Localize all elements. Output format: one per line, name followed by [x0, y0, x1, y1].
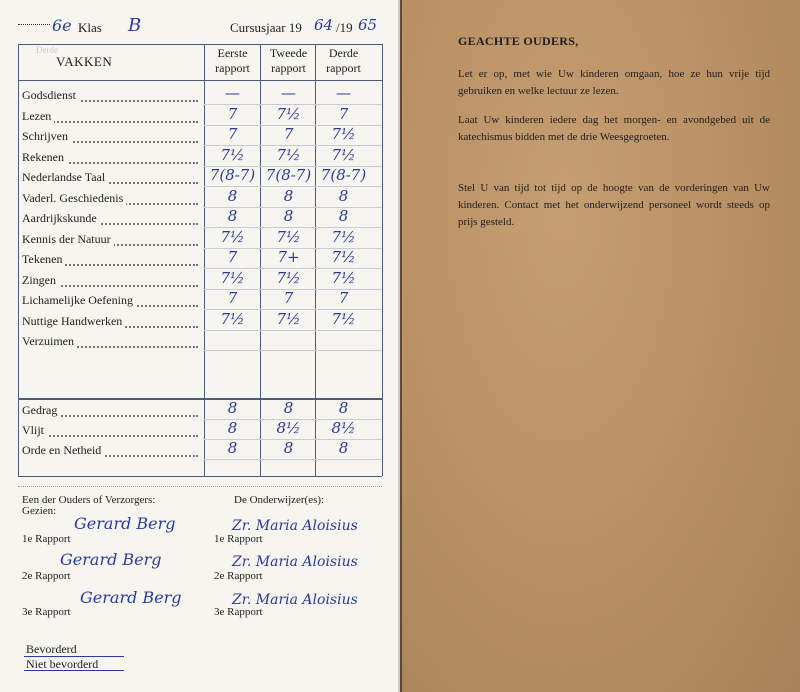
- conduct-name: Gedrag: [22, 403, 60, 418]
- conduct-grade-rapport-3: 8½: [331, 419, 356, 437]
- class-number: 6e: [52, 16, 72, 35]
- notice-title: GEACHTE OUDERS,: [458, 34, 579, 48]
- rapport-2-parent-label: 2e Rapport: [22, 570, 71, 582]
- niet-bevorderd-underline: [24, 670, 124, 671]
- subject-grade-rapport-2: 7(8-7): [265, 166, 312, 184]
- notice-paragraph-1: Let er op, met wie Uw kinderen omgaan, hoe ze hun vrije tijd gebruiken en welke lectuur ze lezen.: [458, 68, 770, 97]
- faint-bleed-text: Derde: [36, 45, 58, 55]
- conduct-grade-rapport-1: 8: [227, 399, 238, 417]
- subject-row-line: [204, 350, 382, 351]
- subject-grade-rapport-3: 7½: [331, 268, 356, 287]
- subject-grade-rapport-1: 7½: [220, 309, 245, 328]
- subject-grade-rapport-3: 7½: [331, 309, 356, 328]
- table-right-border: [382, 44, 383, 476]
- subject-name: Tekenen: [22, 252, 65, 267]
- subject-grade-rapport-3: 7½: [331, 248, 356, 266]
- klas-label: Klas: [78, 20, 102, 35]
- subject-grade-rapport-2: —: [281, 84, 296, 102]
- subject-grade-rapport-2: 7½: [276, 309, 301, 328]
- subject-grade-rapport-1: 8: [227, 186, 238, 205]
- subject-name: Schrijven: [22, 129, 71, 144]
- subject-grade-rapport-3: 8: [338, 207, 349, 225]
- subject-grade-rapport-3: 7½: [331, 227, 356, 246]
- table-header-border: [18, 80, 382, 81]
- parents-notice-page: [402, 0, 800, 692]
- col-tweede-rapport: Tweede rapport: [269, 46, 308, 75]
- conduct-grade-rapport-1: 8: [227, 439, 238, 457]
- year-end: 65: [358, 16, 378, 34]
- rapport-2-teacher-label: 2e Rapport: [214, 570, 263, 582]
- subject-name: Nuttige Handwerken: [22, 314, 125, 329]
- subject-row-line: [204, 330, 382, 331]
- subject-name: Vaderl. Geschiedenis: [22, 191, 126, 206]
- conduct-grade-rapport-2: 8½: [276, 419, 301, 437]
- rapport-1-teacher-label: 1e Rapport: [214, 533, 263, 545]
- notice-paragraph-2: Laat Uw kinderen iedere dag het morgen- en avondgebed uit de katechismus bidden met de drie Weesgegroeten.: [458, 114, 770, 143]
- table-left-border: [18, 44, 19, 476]
- subject-name: Rekenen: [22, 150, 67, 165]
- subject-name: Aardrijkskunde: [22, 211, 100, 226]
- conduct-grade-rapport-2: 8: [283, 439, 294, 457]
- bevorderd-label: Bevorderd: [26, 642, 77, 656]
- subject-name: Nederlandse Taal: [22, 170, 108, 185]
- subject-name: Godsdienst: [22, 88, 79, 103]
- parent-signature-1: Gerard Berg: [74, 514, 176, 533]
- subject-name: Zingen: [22, 273, 59, 288]
- subject-grade-rapport-1: 7½: [220, 145, 245, 164]
- subject-grade-rapport-2: 7½: [276, 268, 301, 287]
- klas-value: B: [128, 15, 142, 36]
- conduct-grade-rapport-3: 8: [338, 439, 349, 457]
- conduct-grade-rapport-1: 8: [227, 419, 238, 437]
- col-eerste-rapport: Eerste rapport: [215, 46, 250, 75]
- subject-name: Verzuimen: [22, 334, 77, 349]
- teacher-label: De Onderwijzer(es):: [234, 494, 325, 506]
- teacher-signature-2: Zr. Maria Aloisius: [232, 554, 358, 570]
- subject-grade-rapport-2: 7+: [277, 248, 300, 266]
- subject-grade-rapport-1: 7(8-7): [209, 166, 256, 184]
- header-dotted-line: [18, 24, 50, 25]
- rapport-3-parent-label: 3e Rapport: [22, 606, 71, 618]
- subject-grade-rapport-1: 7½: [220, 227, 245, 246]
- table-top-border: [18, 44, 382, 45]
- subject-grade-rapport-3: 7(8-7): [320, 166, 367, 184]
- conduct-row-line: [204, 459, 382, 460]
- subject-grade-rapport-1: 7: [227, 104, 238, 123]
- conduct-name: Orde en Netheid: [22, 443, 104, 458]
- subject-grade-rapport-2: 7½: [276, 227, 301, 246]
- parents-label: Een der Ouders of Verzorgers:: [22, 494, 156, 506]
- subject-name: Kennis der Natuur: [22, 232, 114, 247]
- subject-name: Lezen: [22, 109, 54, 124]
- subject-grade-rapport-1: 8: [227, 207, 238, 225]
- bevorderd-underline: [24, 656, 124, 657]
- cursusjaar-label: Cursusjaar 19: [230, 20, 302, 35]
- subject-grade-rapport-2: 7: [283, 125, 294, 143]
- subject-grade-rapport-1: 7: [227, 289, 238, 307]
- subject-grade-rapport-1: 7: [227, 248, 238, 266]
- notice-paragraph-3: Stel U van tijd tot tijd op de hoogte van de vorderingen van Uw kinderen. Contact met het onderwijzend personeel wordt steeds op prijs gesteld.: [458, 182, 770, 228]
- niet-bevorderd-label: Niet bevorderd: [26, 657, 99, 671]
- subject-grade-rapport-1: 7: [227, 125, 238, 143]
- subject-grade-rapport-3: 7: [338, 104, 349, 123]
- subject-name: Lichamelijke Oefening: [22, 293, 136, 308]
- year-separator: /19: [336, 20, 353, 35]
- subject-grade-rapport-3: 7½: [331, 145, 356, 164]
- subject-grade-rapport-2: 7½: [276, 145, 301, 164]
- subject-grade-rapport-3: 7½: [331, 125, 356, 143]
- subject-grade-rapport-3: 8: [338, 186, 349, 205]
- conduct-grade-rapport-2: 8: [283, 399, 294, 417]
- subject-grade-rapport-3: —: [336, 84, 351, 102]
- subject-grade-rapport-1: —: [225, 84, 240, 102]
- subject-grade-rapport-2: 8: [283, 186, 294, 205]
- conduct-name: Vlijt: [22, 423, 47, 438]
- signature-separator: [18, 486, 382, 487]
- vakken-heading: VAKKEN: [56, 54, 113, 69]
- conduct-grade-rapport-3: 8: [338, 399, 349, 417]
- rapport-1-parent-label: 1e Rapport: [22, 533, 71, 545]
- subject-grade-rapport-3: 7: [338, 289, 349, 307]
- rapport-3-teacher-label: 3e Rapport: [214, 606, 263, 618]
- teacher-signature-3: Zr. Maria Aloisius: [232, 592, 358, 608]
- conduct-dot-leader: [22, 435, 198, 437]
- subject-grade-rapport-1: 7½: [220, 268, 245, 287]
- parent-signature-2: Gerard Berg: [60, 550, 162, 569]
- gezien-label: Gezien:: [22, 505, 57, 517]
- teacher-signature-1: Zr. Maria Aloisius: [232, 518, 358, 534]
- subject-grade-rapport-2: 8: [283, 207, 294, 225]
- table-bottom-border: [18, 476, 382, 477]
- col-derde-rapport: Derde rapport: [326, 46, 361, 75]
- parent-signature-3: Gerard Berg: [80, 588, 182, 607]
- subject-grade-rapport-2: 7½: [276, 104, 301, 123]
- year-start: 64: [314, 16, 334, 34]
- subject-grade-rapport-2: 7: [283, 289, 294, 307]
